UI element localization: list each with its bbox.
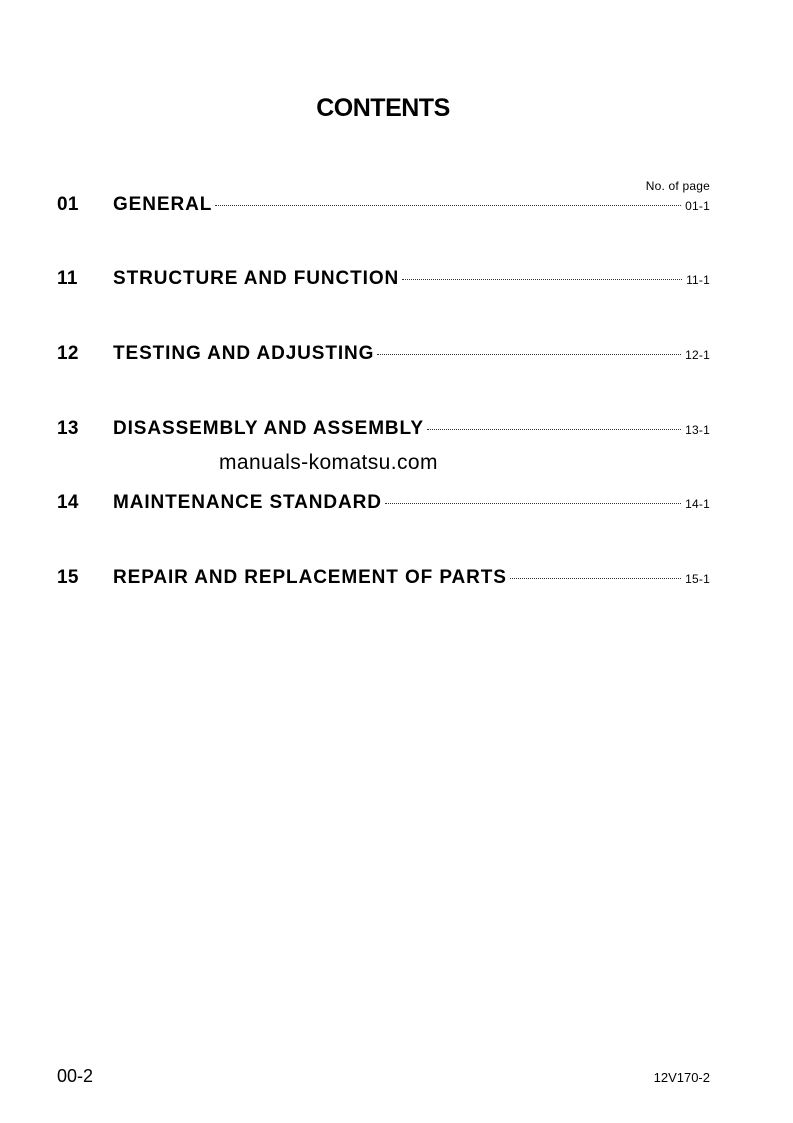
dot-leader: [377, 354, 681, 355]
dot-leader: [510, 578, 681, 579]
dot-leader: [427, 429, 681, 430]
toc-entry-number: 15: [57, 567, 79, 588]
toc-entry-general[interactable]: [57, 194, 710, 218]
toc-entry-repair-and-replacement[interactable]: [57, 567, 710, 591]
toc-entry-page: 13-1: [685, 423, 710, 437]
toc-entry-page: 01-1: [685, 199, 710, 213]
toc-entry-number: 01: [57, 194, 79, 215]
toc-entry-page: 12-1: [685, 348, 710, 362]
toc-entry-maintenance-standard[interactable]: [57, 492, 710, 516]
toc-entry-title: GENERAL: [113, 194, 213, 215]
footer-doc-code: 12V170-2: [653, 1070, 710, 1085]
toc-entry-title: STRUCTURE AND FUNCTION: [113, 268, 400, 289]
page-column-header: No. of page: [645, 179, 710, 193]
toc-entry-number: 14: [57, 492, 79, 513]
toc-entry-page: 11-1: [686, 273, 710, 287]
toc-entry-structure-and-function[interactable]: [57, 268, 710, 292]
toc-entry-number: 11: [57, 268, 78, 289]
toc-entry-number: 12: [57, 343, 79, 364]
toc-entry-number: 13: [57, 418, 79, 439]
toc-entry-testing-and-adjusting[interactable]: [57, 343, 710, 367]
watermark-text: manuals-komatsu.com: [219, 451, 438, 474]
footer-page-number: 00-2: [57, 1066, 94, 1086]
toc-entry-title: DISASSEMBLY AND ASSEMBLY: [113, 418, 424, 439]
toc-entry-title: REPAIR AND REPLACEMENT OF PARTS: [113, 567, 507, 588]
toc-entry-title: MAINTENANCE STANDARD: [113, 492, 382, 513]
dot-leader: [385, 503, 681, 504]
toc-entry-page: 15-1: [685, 572, 710, 586]
toc-entry-title: TESTING AND ADJUSTING: [113, 343, 375, 364]
page-title: CONTENTS: [316, 94, 450, 122]
toc-entry-disassembly-and-assembly[interactable]: [57, 418, 710, 442]
dot-leader: [215, 205, 681, 206]
toc-entry-page: 14-1: [685, 497, 710, 511]
dot-leader: [402, 279, 682, 280]
